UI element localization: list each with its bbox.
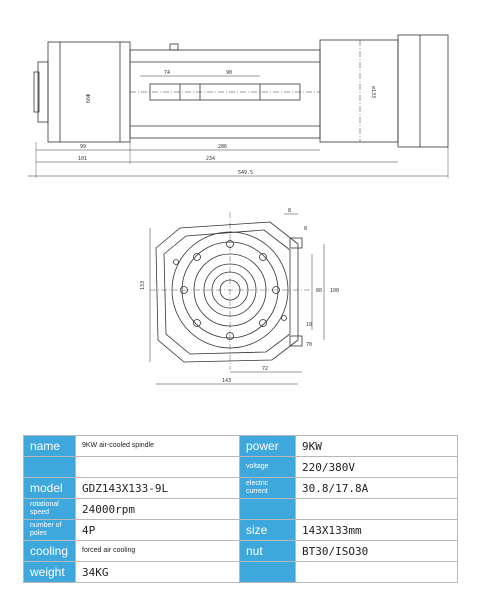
label-model: model [24, 478, 76, 499]
dim-133: 133 [140, 280, 146, 290]
value-empty-2 [296, 499, 458, 520]
label-electric-current: electric current [240, 478, 296, 499]
value-empty [76, 457, 240, 478]
label-empty [24, 457, 76, 478]
dim-10: 10 [306, 322, 313, 328]
dim-99: 99 [80, 144, 87, 150]
label-voltage: voltage [240, 457, 296, 478]
label-name: name [24, 436, 76, 457]
value-weight: 34KG [76, 562, 240, 583]
label-weight: weight [24, 562, 76, 583]
label-number-of-poles: number of poles [24, 520, 76, 541]
value-power: 9KW [296, 436, 458, 457]
dim-90: 90 [226, 70, 233, 76]
front-view-dimensions [140, 208, 339, 384]
value-empty-3 [296, 562, 458, 583]
dim-143: 143 [222, 378, 232, 384]
side-view [28, 35, 448, 178]
side-view-dimensions [78, 70, 376, 176]
front-view [150, 212, 324, 384]
value-rotational-speed: 24000rpm [76, 499, 240, 520]
dim-dia-right: ∅133 [370, 86, 376, 99]
label-empty-2 [240, 499, 296, 520]
value-voltage: 220/380V [296, 457, 458, 478]
dim-70: 70 [306, 342, 313, 348]
dim-549: 549.5 [238, 170, 254, 176]
dim-8a: 8 [288, 208, 292, 214]
label-nut: nut [240, 541, 296, 562]
dim-101: 101 [78, 156, 88, 162]
spec-table [23, 435, 458, 583]
table-row [24, 499, 458, 520]
table-row [24, 457, 458, 478]
value-electric-current: 30.8/17.8A [296, 478, 458, 499]
dim-100: 100 [330, 288, 340, 294]
value-nut: BT30/ISO30 [296, 541, 458, 562]
table-row [24, 436, 458, 457]
dim-234: 234 [206, 156, 216, 162]
label-rotational-speed: rotational speed [24, 499, 76, 520]
table-row [24, 520, 458, 541]
table-row [24, 562, 458, 583]
value-number-of-poles: 4P [76, 520, 240, 541]
value-name: 9KW air-cooled spindle [76, 436, 240, 457]
label-size: size [240, 520, 296, 541]
dim-74: 74 [164, 70, 171, 76]
dim-80: 80 [316, 288, 323, 294]
value-model: GDZ143X133-9L [76, 478, 240, 499]
table-row [24, 541, 458, 562]
dim-8b: 8 [304, 226, 308, 232]
label-cooling: cooling [24, 541, 76, 562]
label-power: power [240, 436, 296, 457]
table-row [24, 478, 458, 499]
dim-72: 72 [262, 366, 269, 372]
value-size: 143X133mm [296, 520, 458, 541]
dim-dia-left: Φ99 [84, 94, 90, 104]
dim-286: 286 [218, 144, 228, 150]
value-cooling: forced air cooling [76, 541, 240, 562]
label-empty-3 [240, 562, 296, 583]
